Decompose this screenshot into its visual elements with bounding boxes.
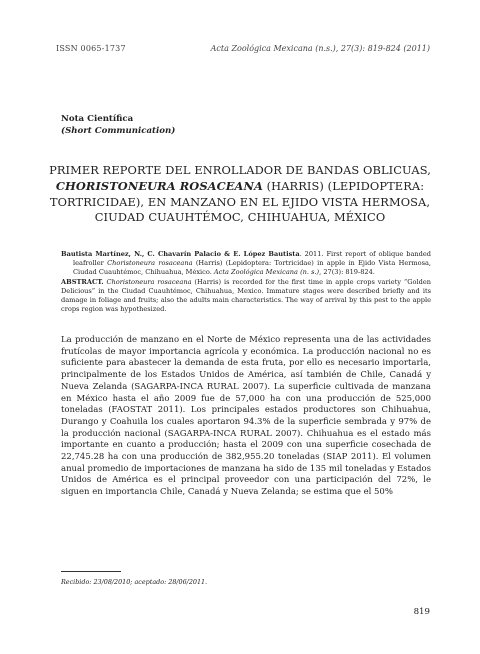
abstract-block (61, 250, 431, 314)
section-label-en: (Short Communication) (61, 126, 176, 136)
abstract-label: ABSTRACT. (61, 277, 104, 286)
footnote-rule (61, 571, 121, 572)
title-part2: (HARRIS) (LEPIDOPTERA: TORTRICIDAE), EN MANZANO EN EL EJIDO VISTA HERMOSA, CIUDAD CUAUHTÉMOC, CHIHUAHUA, MÉXICO (49, 178, 431, 225)
received-date: Recibido: 23/08/2010; aceptado: 28/06/2011. (61, 578, 208, 586)
title-part1: PRIMER REPORTE DEL ENROLLADOR DE BANDAS OBLICUAS, (49, 163, 431, 177)
body-text (61, 335, 431, 499)
page-number: 819 (413, 607, 430, 617)
citation-b: (Harris) (Lepidoptera: Tortricidae) in apple in Ejido Vista Hermosa, Ciudad Cuauhtémoc, Chihuahua, México. (73, 259, 432, 277)
citation (61, 250, 431, 278)
citation-c: , 27(3): 819-824. (319, 268, 375, 277)
section-label-es: Nota Científica (61, 114, 134, 124)
abstract (61, 278, 431, 315)
citation-journal: Acta Zoológica Mexicana (n. s.) (213, 268, 320, 277)
journal-citation: Acta Zoológica Mexicana (n.s.), 27(3): 819-824 (2011) (210, 44, 430, 53)
title-species: CHORISTONEURA ROSACEANA (55, 178, 263, 193)
section-label (61, 113, 175, 137)
citation-species: Choristoneura rosaceana (107, 259, 193, 268)
citation-authors: Bautista Martínez, N., C. Chavarín Palacio & E. López Bautista (61, 250, 300, 258)
article-title (46, 163, 434, 226)
abstract-species: Choristoneura rosaceana (106, 277, 192, 286)
body-paragraph: La producción de manzano en el Norte de México representa una de las actividades frutícolas de mayor importancia agrícola y económica. La producción nacional no es suficiente para abastecer la demanda de esta fruta, por ello es necesario importarla, principalmente de los Estados Unidos de América, así también de Chile, Canadá y Nueva Zelanda (SAGARPA-INCA RURAL 2007). La superficie cultivada de manzana en México hasta el año 2009 fue de 57,000 ha con una producción de 525,000 toneladas (FAOSTAT 2011). Los principales estados productores son Chihuahua, Durango y Coahuila los cuales aportaron 94.3% de la superficie sembrada y 97% de la producción nacional (SAGARPA-INCA RURAL 2007). Chihuahua es el estado más importante en cuanto a producción; hasta el 2009 con una superficie cosechada de 22,745.28 ha con una producción de 382,955.20 toneladas (SIAP 2011). El volumen anual promedio de importaciones de manzana ha sido de 135 mil toneladas y Estados Unidos de América es el principal proveedor con una participación del 72%, le siguen en importancia Chile, Canadá y Nueva Zelanda; se estima que el 50% (61, 335, 431, 498)
abstract-text: (Harris) is recorded for the first time in apple crops variety “Golden Delicious” in the Ciudad Cuauhtémoc, Chihuahua, Mexico. Immature stages were described briefly and its damage in foliage and fruits; also the adults main characteristics. The way of arrival by this pest to the apple crops region was hypothesized. (61, 277, 431, 314)
citation-a: . 2011. First report of oblique banded leafroller (73, 250, 431, 268)
issn: ISSN 0065-1737 (56, 44, 126, 53)
